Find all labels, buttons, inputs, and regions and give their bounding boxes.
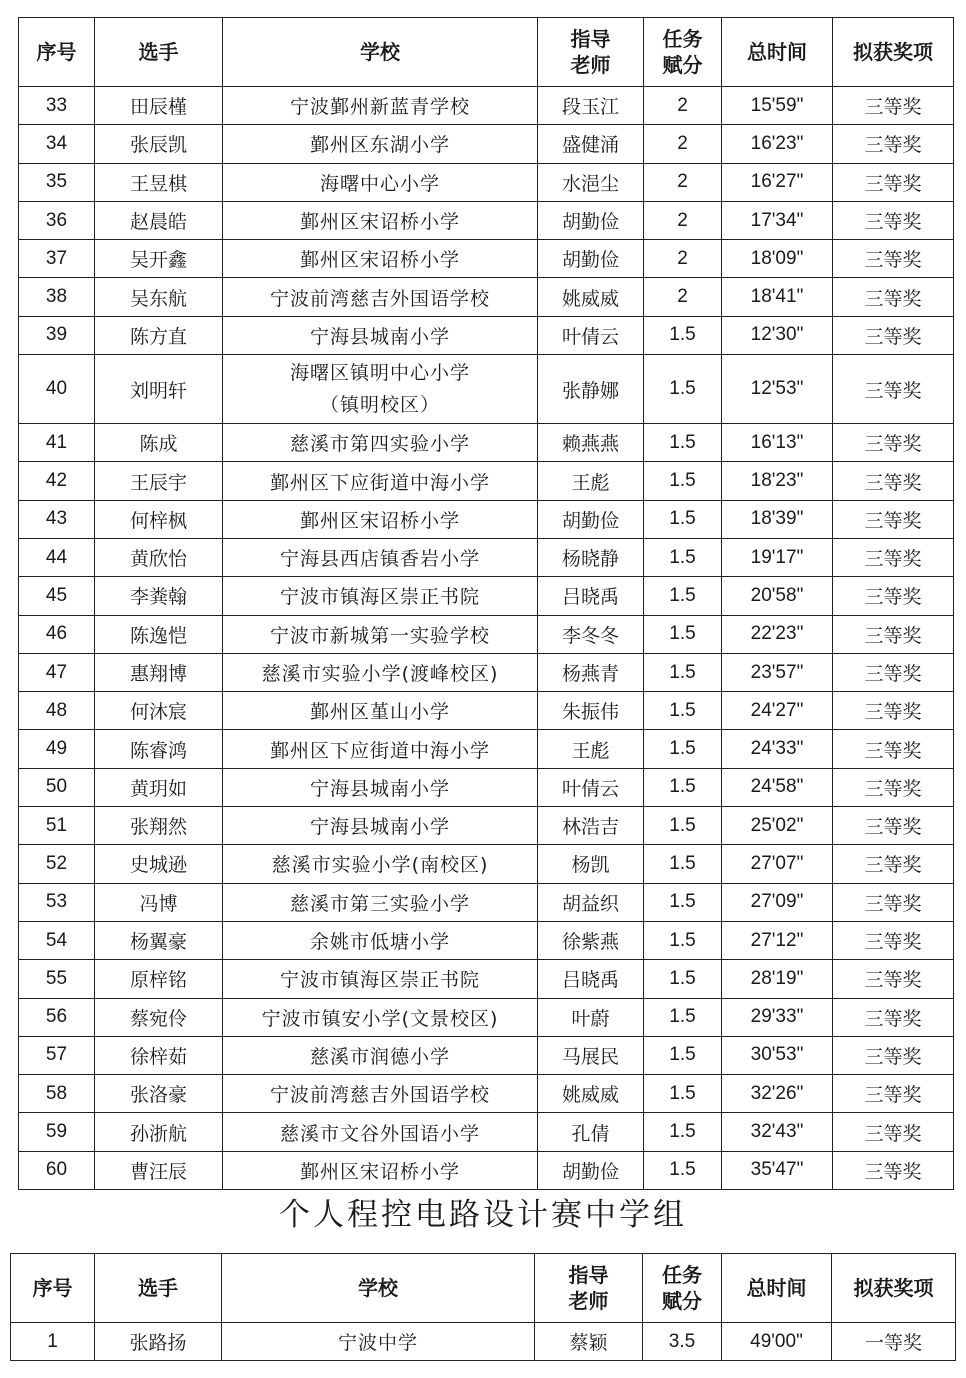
header-score: 任务 赋分 (643, 1254, 722, 1323)
cell-award: 三等奖 (833, 615, 954, 653)
cell-score: 1.5 (644, 768, 722, 806)
cell-award: 三等奖 (833, 960, 954, 998)
table-row (19, 998, 954, 1036)
cell-award: 三等奖 (833, 1075, 954, 1113)
cell-school: 宁海县城南小学 (223, 807, 538, 845)
cell-player: 赵晨皓 (95, 201, 223, 239)
cell-player: 王辰宇 (95, 462, 223, 500)
cell-award: 一等奖 (832, 1323, 956, 1361)
cell-index: 56 (19, 998, 95, 1036)
table-row (19, 807, 954, 845)
table-row (19, 577, 954, 615)
cell-time: 30'53" (722, 1036, 833, 1074)
cell-index: 48 (19, 692, 95, 730)
cell-teacher: 胡勤俭 (538, 1151, 644, 1189)
cell-time: 28'19" (722, 960, 833, 998)
results-table-secondary (10, 1253, 956, 1361)
cell-time: 18'39" (722, 500, 833, 538)
header-teacher: 指导 老师 (535, 1254, 643, 1323)
cell-index: 47 (19, 653, 95, 691)
cell-index: 40 (19, 355, 95, 424)
cell-teacher: 姚威威 (538, 278, 644, 316)
cell-time: 32'26" (722, 1075, 833, 1113)
cell-teacher: 张静娜 (538, 355, 644, 424)
cell-school: 慈溪市实验小学(南校区) (223, 845, 538, 883)
cell-teacher: 马展民 (538, 1036, 644, 1074)
cell-school: 慈溪市文谷外国语小学 (223, 1113, 538, 1151)
section-title: 个人程控电路设计赛中学组 (279, 1197, 687, 1233)
cell-time: 23'57" (722, 653, 833, 691)
cell-index: 52 (19, 845, 95, 883)
cell-time: 27'12" (722, 921, 833, 959)
cell-score: 1.5 (644, 883, 722, 921)
table-row (19, 883, 954, 921)
cell-score: 1.5 (644, 692, 722, 730)
cell-score: 1.5 (644, 921, 722, 959)
cell-teacher: 胡勤俭 (538, 500, 644, 538)
cell-time: 32'43" (722, 1113, 833, 1151)
cell-index: 34 (19, 125, 95, 163)
cell-score: 2 (644, 125, 722, 163)
cell-teacher: 姚威威 (538, 1075, 644, 1113)
cell-player: 陈方直 (95, 316, 223, 354)
table-row (19, 1036, 954, 1074)
cell-school: 鄞州区宋诏桥小学 (223, 500, 538, 538)
table-row (11, 1323, 956, 1361)
cell-index: 54 (19, 921, 95, 959)
cell-award: 三等奖 (833, 807, 954, 845)
table-row (19, 1151, 954, 1189)
cell-index: 35 (19, 163, 95, 201)
cell-time: 16'23" (722, 125, 833, 163)
table-row (19, 424, 954, 462)
cell-index: 53 (19, 883, 95, 921)
cell-teacher: 叶倩云 (538, 316, 644, 354)
cell-score: 2 (644, 201, 722, 239)
cell-teacher: 吕晓禹 (538, 577, 644, 615)
cell-index: 37 (19, 240, 95, 278)
cell-index: 45 (19, 577, 95, 615)
cell-index: 41 (19, 424, 95, 462)
cell-player: 孙浙航 (95, 1113, 223, 1151)
cell-award: 三等奖 (833, 692, 954, 730)
cell-school: 海曙中心小学 (223, 163, 538, 201)
cell-school: 鄞州区宋诏桥小学 (223, 240, 538, 278)
cell-teacher: 胡益织 (538, 883, 644, 921)
cell-score: 1.5 (644, 1075, 722, 1113)
cell-school: 慈溪市第三实验小学 (223, 883, 538, 921)
cell-index: 38 (19, 278, 95, 316)
cell-score: 3.5 (643, 1323, 722, 1361)
cell-player: 陈成 (95, 424, 223, 462)
table-row (19, 87, 954, 125)
cell-award: 三等奖 (833, 1036, 954, 1074)
cell-award: 三等奖 (833, 125, 954, 163)
table-row (19, 240, 954, 278)
cell-index: 55 (19, 960, 95, 998)
cell-time: 22'23" (722, 615, 833, 653)
cell-score: 1.5 (644, 424, 722, 462)
cell-teacher: 吕晓禹 (538, 960, 644, 998)
table-header-row (11, 1254, 956, 1323)
cell-player: 史城逊 (95, 845, 223, 883)
cell-award: 三等奖 (833, 538, 954, 576)
cell-time: 12'53" (722, 355, 833, 424)
cell-score: 1.5 (644, 316, 722, 354)
cell-teacher: 王彪 (538, 462, 644, 500)
table-row (19, 1075, 954, 1113)
cell-index: 46 (19, 615, 95, 653)
cell-score: 1.5 (644, 500, 722, 538)
cell-index: 1 (11, 1323, 95, 1361)
cell-teacher: 徐紫燕 (538, 921, 644, 959)
header-time: 总时间 (722, 1254, 832, 1323)
cell-score: 1.5 (644, 538, 722, 576)
cell-score: 1.5 (644, 807, 722, 845)
cell-player: 蔡宛伶 (95, 998, 223, 1036)
cell-school: 鄞州区下应街道中海小学 (223, 730, 538, 768)
cell-award: 三等奖 (833, 1151, 954, 1189)
cell-player: 曹汪辰 (95, 1151, 223, 1189)
cell-award: 三等奖 (833, 1113, 954, 1151)
table-row (19, 316, 954, 354)
cell-school: 宁波前湾慈吉外国语学校 (223, 278, 538, 316)
cell-index: 36 (19, 201, 95, 239)
cell-score: 1.5 (644, 615, 722, 653)
cell-teacher: 杨晓静 (538, 538, 644, 576)
cell-player: 吴开鑫 (95, 240, 223, 278)
cell-award: 三等奖 (833, 845, 954, 883)
cell-teacher: 李冬冬 (538, 615, 644, 653)
cell-score: 1.5 (644, 1151, 722, 1189)
cell-award: 三等奖 (833, 768, 954, 806)
cell-player: 王昱棋 (95, 163, 223, 201)
cell-index: 33 (19, 87, 95, 125)
cell-time: 18'23" (722, 462, 833, 500)
cell-time: 49'00" (722, 1323, 832, 1361)
cell-school: 宁波市镇海区崇正书院 (223, 960, 538, 998)
cell-score: 1.5 (644, 653, 722, 691)
cell-teacher: 王彪 (538, 730, 644, 768)
cell-award: 三等奖 (833, 577, 954, 615)
cell-time: 16'27" (722, 163, 833, 201)
header-time: 总时间 (722, 18, 833, 87)
cell-time: 18'09" (722, 240, 833, 278)
cell-teacher: 朱振伟 (538, 692, 644, 730)
cell-player: 田辰槿 (95, 87, 223, 125)
cell-school: 宁海县城南小学 (223, 316, 538, 354)
cell-player: 何沐宸 (95, 692, 223, 730)
cell-award: 三等奖 (833, 730, 954, 768)
cell-school: 鄞州区下应街道中海小学 (223, 462, 538, 500)
cell-school: 慈溪市第四实验小学 (223, 424, 538, 462)
cell-score: 1.5 (644, 1036, 722, 1074)
cell-award: 三等奖 (833, 921, 954, 959)
header-award: 拟获奖项 (833, 18, 954, 87)
cell-teacher: 孔倩 (538, 1113, 644, 1151)
cell-school: 慈溪市实验小学(渡峰校区) (223, 653, 538, 691)
table-row (19, 201, 954, 239)
table-row (19, 921, 954, 959)
cell-school: 宁海县西店镇香岩小学 (223, 538, 538, 576)
cell-time: 15'59" (722, 87, 833, 125)
cell-school: 余姚市低塘小学 (223, 921, 538, 959)
cell-player: 冯博 (95, 883, 223, 921)
cell-index: 39 (19, 316, 95, 354)
cell-player: 杨翼豪 (95, 921, 223, 959)
cell-teacher: 水浥尘 (538, 163, 644, 201)
table-row (19, 615, 954, 653)
cell-player: 张翔然 (95, 807, 223, 845)
cell-player: 张洛豪 (95, 1075, 223, 1113)
cell-award: 三等奖 (833, 500, 954, 538)
cell-award: 三等奖 (833, 163, 954, 201)
cell-school: 鄞州区宋诏桥小学 (223, 1151, 538, 1189)
cell-score: 1.5 (644, 730, 722, 768)
cell-time: 29'33" (722, 998, 833, 1036)
cell-player: 黄欣怡 (95, 538, 223, 576)
cell-player: 陈睿鸿 (95, 730, 223, 768)
cell-school: 海曙区镇明中心小学 （镇明校区） (223, 355, 538, 424)
cell-time: 24'27" (722, 692, 833, 730)
table-row (19, 692, 954, 730)
cell-score: 2 (644, 87, 722, 125)
cell-time: 25'02" (722, 807, 833, 845)
cell-score: 2 (644, 163, 722, 201)
header-index: 序号 (11, 1254, 95, 1323)
cell-teacher: 叶倩云 (538, 768, 644, 806)
cell-teacher: 林浩吉 (538, 807, 644, 845)
table-header-row (19, 18, 954, 87)
cell-teacher: 胡勤俭 (538, 240, 644, 278)
table-row (19, 500, 954, 538)
table-row (19, 653, 954, 691)
cell-school: 宁波中学 (222, 1323, 535, 1361)
cell-player: 张路扬 (95, 1323, 222, 1361)
cell-score: 2 (644, 278, 722, 316)
cell-index: 44 (19, 538, 95, 576)
cell-player: 陈逸恺 (95, 615, 223, 653)
table-row (19, 768, 954, 806)
cell-index: 60 (19, 1151, 95, 1189)
header-player: 选手 (95, 18, 223, 87)
cell-time: 19'17" (722, 538, 833, 576)
cell-time: 16'13" (722, 424, 833, 462)
cell-time: 27'07" (722, 845, 833, 883)
cell-award: 三等奖 (833, 87, 954, 125)
cell-score: 1.5 (644, 1113, 722, 1151)
table-row (19, 278, 954, 316)
header-index: 序号 (19, 18, 95, 87)
header-teacher: 指导 老师 (538, 18, 644, 87)
header-player: 选手 (95, 1254, 222, 1323)
table-row (19, 163, 954, 201)
cell-player: 原梓铭 (95, 960, 223, 998)
cell-index: 57 (19, 1036, 95, 1074)
cell-player: 何梓枫 (95, 500, 223, 538)
table-row (19, 960, 954, 998)
cell-score: 1.5 (644, 462, 722, 500)
cell-player: 惠翔博 (95, 653, 223, 691)
cell-award: 三等奖 (833, 883, 954, 921)
header-school: 学校 (222, 1254, 535, 1323)
cell-time: 18'41" (722, 278, 833, 316)
cell-score: 2 (644, 240, 722, 278)
cell-index: 49 (19, 730, 95, 768)
cell-player: 张辰凯 (95, 125, 223, 163)
header-score: 任务 赋分 (644, 18, 722, 87)
cell-time: 24'58" (722, 768, 833, 806)
table-row (19, 730, 954, 768)
cell-teacher: 叶蔚 (538, 998, 644, 1036)
cell-award: 三等奖 (833, 355, 954, 424)
table-row (19, 125, 954, 163)
header-award: 拟获奖项 (832, 1254, 956, 1323)
cell-school: 慈溪市润德小学 (223, 1036, 538, 1074)
cell-teacher: 盛健涌 (538, 125, 644, 163)
cell-teacher: 杨凯 (538, 845, 644, 883)
results-table-primary (18, 17, 954, 1190)
cell-school: 宁海县城南小学 (223, 768, 538, 806)
cell-teacher: 胡勤俭 (538, 201, 644, 239)
cell-index: 50 (19, 768, 95, 806)
cell-time: 17'34" (722, 201, 833, 239)
cell-award: 三等奖 (833, 278, 954, 316)
cell-school: 宁波鄞州新蓝青学校 (223, 87, 538, 125)
cell-index: 51 (19, 807, 95, 845)
cell-award: 三等奖 (833, 424, 954, 462)
cell-school: 鄞州区堇山小学 (223, 692, 538, 730)
cell-award: 三等奖 (833, 998, 954, 1036)
cell-score: 1.5 (644, 845, 722, 883)
cell-score: 1.5 (644, 355, 722, 424)
cell-time: 35'47" (722, 1151, 833, 1189)
cell-player: 李粪翰 (95, 577, 223, 615)
table-row (19, 1113, 954, 1151)
cell-school: 宁波前湾慈吉外国语学校 (223, 1075, 538, 1113)
cell-index: 42 (19, 462, 95, 500)
cell-school: 鄞州区宋诏桥小学 (223, 201, 538, 239)
table-row (19, 538, 954, 576)
cell-player: 吴东航 (95, 278, 223, 316)
cell-teacher: 赖燕燕 (538, 424, 644, 462)
cell-school: 宁波市新城第一实验学校 (223, 615, 538, 653)
cell-award: 三等奖 (833, 462, 954, 500)
cell-award: 三等奖 (833, 240, 954, 278)
cell-player: 刘明轩 (95, 355, 223, 424)
cell-score: 1.5 (644, 998, 722, 1036)
cell-time: 27'09" (722, 883, 833, 921)
cell-time: 12'30" (722, 316, 833, 354)
cell-teacher: 蔡颖 (535, 1323, 643, 1361)
table-row (19, 355, 954, 424)
cell-award: 三等奖 (833, 316, 954, 354)
table-row (19, 462, 954, 500)
header-school: 学校 (223, 18, 538, 87)
cell-time: 24'33" (722, 730, 833, 768)
cell-score: 1.5 (644, 960, 722, 998)
cell-index: 43 (19, 500, 95, 538)
cell-teacher: 段玉江 (538, 87, 644, 125)
cell-player: 黄玥如 (95, 768, 223, 806)
cell-school: 宁波市镇海区崇正书院 (223, 577, 538, 615)
cell-index: 59 (19, 1113, 95, 1151)
cell-award: 三等奖 (833, 201, 954, 239)
cell-school: 鄞州区东湖小学 (223, 125, 538, 163)
cell-school: 宁波市镇安小学(文景校区) (223, 998, 538, 1036)
table-row (19, 845, 954, 883)
cell-player: 徐梓茹 (95, 1036, 223, 1074)
cell-award: 三等奖 (833, 653, 954, 691)
cell-time: 20'58" (722, 577, 833, 615)
cell-index: 58 (19, 1075, 95, 1113)
cell-score: 1.5 (644, 577, 722, 615)
cell-teacher: 杨燕青 (538, 653, 644, 691)
